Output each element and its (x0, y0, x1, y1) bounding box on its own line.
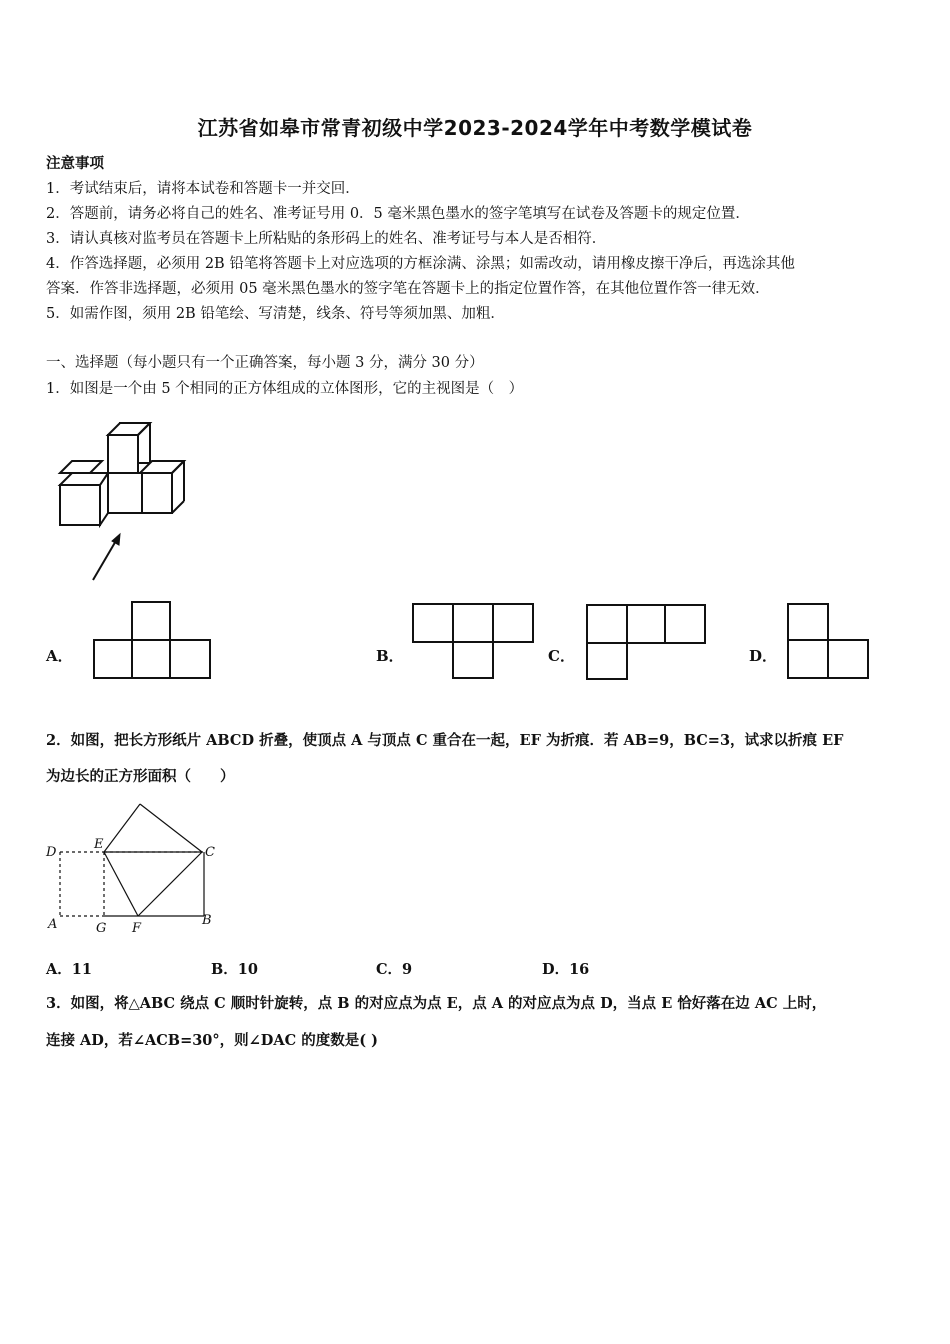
question-3-stem-line2: 连接 AD，若∠ACB=30°，则∠DAC 的度数是( ) (46, 1032, 378, 1049)
page-title: 江苏省如皋市常青初级中学2023-2024学年中考数学模试卷 (197, 116, 753, 140)
q1-option-a-label: A． (46, 647, 73, 665)
q2-option-c: C．9 (376, 961, 413, 978)
cube-face (60, 485, 100, 525)
label-d: D (46, 845, 57, 860)
q1-option-c-label: C． (548, 647, 575, 665)
view-arrow (93, 539, 117, 580)
label-e: E (94, 837, 104, 852)
cube-face (108, 435, 138, 475)
section-heading: 一、选择题（每小题只有一个正确答案，每小题 3 分，满分 30 分） (46, 355, 484, 371)
q1-option-b-figure (411, 602, 537, 682)
question-1-stem: 1．如图是一个由 5 个相同的正方体组成的立体图形，它的主视图是（ ） (46, 381, 524, 397)
notice-item: 5．如需作图，须用 2B 铅笔绘、写清楚，线条、符号等须加黑、加粗． (46, 306, 505, 322)
cube-face (108, 473, 142, 513)
q1-option-a-figure (92, 600, 214, 680)
cube-face (60, 461, 102, 473)
q1-option-c-figure (585, 603, 709, 683)
notice-item: 3．请认真核对监考员在答题卡上所粘贴的条形码上的姓名、准考证号与本人是否相符． (46, 231, 607, 247)
question-2-stem-line2: 为边长的正方形面积（ ） (46, 768, 235, 785)
q1-option-d-label: D． (749, 647, 778, 665)
label-g: G (96, 921, 107, 936)
arrow-head-icon (112, 534, 120, 545)
notice-item: 4．作答选择题，必须用 2B 铅笔将答题卡上对应选项的方框涂满、涂黑；如需改动，请用橡皮擦干净后，再选涂其他 (46, 256, 795, 272)
notice-item: 答案．作答非选择题，必须用 05 毫米黑色墨水的签字笔在答题卡上的指定位置作答，在其他位置作答一律无效． (46, 281, 770, 297)
q2-option-b: B．10 (211, 961, 258, 978)
label-a: A (48, 917, 58, 932)
q2-option-a: A．11 (46, 961, 92, 978)
notice-heading: 注意事项 (46, 155, 104, 172)
question-3-stem-line1: 3．如图，将△ABC 绕点 C 顺时针旋转，点 B 的对应点为点 E，点 A 的对应点为点 D，当点 E 恰好落在边 AC 上时， (46, 995, 827, 1012)
question-2-stem-line1: 2．如图，把长方形纸片 ABCD 折叠，使顶点 A 与顶点 C 重合在一起，EF 为折痕．若 AB=9，BC=3，试求以折痕 EF (46, 732, 844, 749)
cube-face (142, 473, 172, 513)
notice-item: 1．考试结束后，请将本试卷和答题卡一并交回． (46, 181, 360, 197)
label-b: B (202, 913, 212, 928)
q1-option-b-label: B． (376, 647, 404, 665)
q2-option-d: D．16 (542, 961, 590, 978)
cube-face (60, 473, 108, 485)
q2-fold-figure (42, 800, 232, 940)
label-f: F (132, 921, 142, 936)
label-c: C (205, 845, 215, 860)
q1-option-d-figure (786, 602, 872, 682)
q1-cube-figure (50, 415, 200, 585)
notice-item: 2．答题前，请务必将自己的姓名、准考证号用 0．5 毫米黑色墨水的签字笔填写在试卷及答题卡的规定位置． (46, 206, 750, 222)
